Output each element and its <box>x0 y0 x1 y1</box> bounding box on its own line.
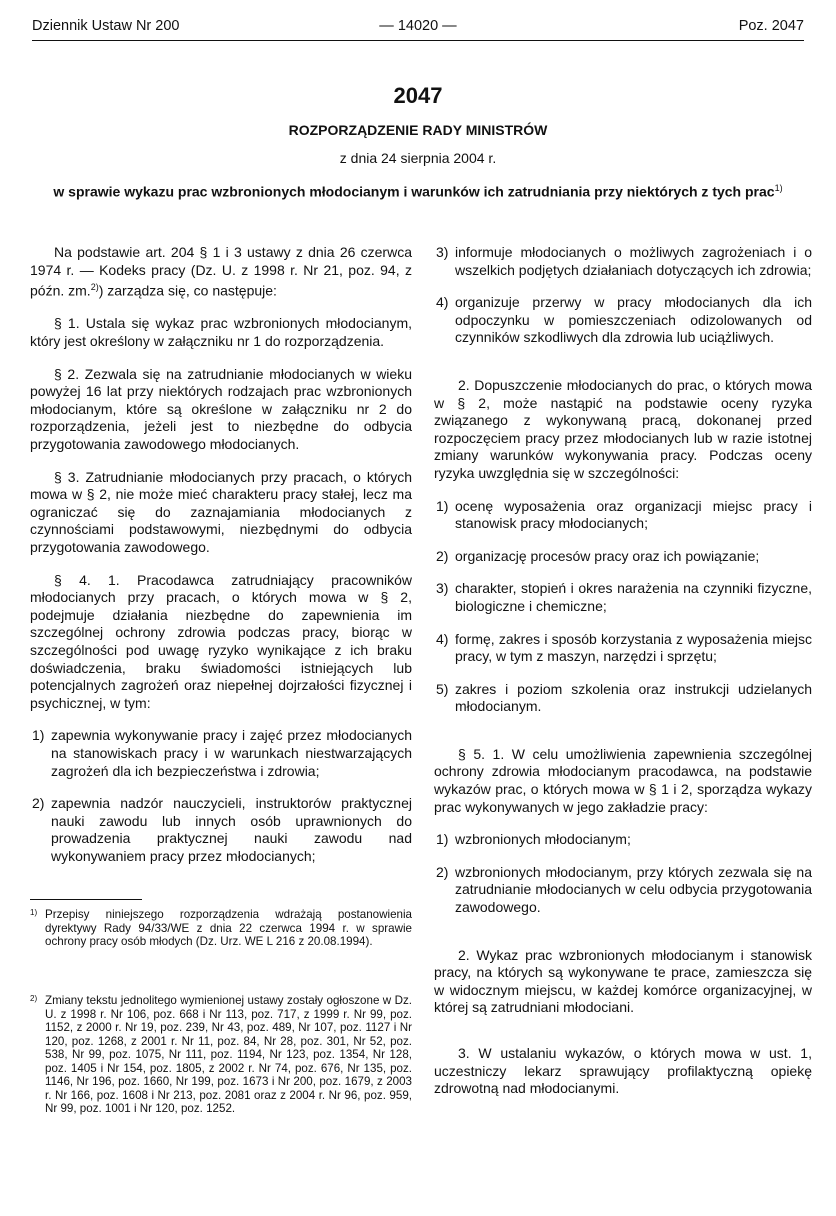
section-5-paragraph-2: 2. Wykaz prac wzbronionych młodocianym i stanowisk pracy, na których są wykonywane te prace, zamieszcza się w widocznym miejscu, w każdej komórce organizacyjnej, w której są zatrudniani młodociani. <box>434 946 812 1016</box>
act-number: 2047 <box>393 83 443 108</box>
list-item-text: informuje młodocianych o możliwych zagrożeniach i o wszelkich podjętych działaniach dotyczących ich zdrowia; <box>455 244 812 278</box>
act-subject <box>40 178 796 202</box>
section-4: § 4. 1. Pracodawca zatrudniający pracowników młodocianych przy pracach, o których mowa w § 2, podejmuje działania niezbędne do zapewnienia im szczególnej ochrony zdrowia podczas pracy, biorąc w szczególności pod uwagę ryzyko wynikające z ich braku doświadczenia, braku świadomości istniejących lub potencjalnych zagrożeń oraz niepełnej dojrzałości fizycznej i psychicznej, w tym: <box>30 571 412 711</box>
footnote-ref-1: 1) <box>774 183 783 193</box>
list-item-number: 2) <box>436 863 449 880</box>
footnote-ref-2: 2) <box>90 282 99 293</box>
list-item-number: 2) <box>32 795 45 812</box>
footnote-divider <box>30 899 142 900</box>
list-item-text: ocenę wyposażenia oraz organizacji miejsc pracy i stanowisk pracy młodocianych; <box>455 497 812 532</box>
footnote-text: Przepisy niniejszego rozporządzenia wdrażają postanowienia dyrektywy Rady 94/33/WE z dnia 22 czerwca 1994 r. w sprawie ochrony pracy osób młodych (Dz. Urz. WE L 216 z 20.08.1994). <box>45 908 412 948</box>
list-item-number: 3) <box>436 244 449 260</box>
intro-text: Na podstawie art. 204 § 1 i 3 ustawy z dnia 26 czerwca 1974 r. — Kodeks pracy (Dz. U. z 1998 r. Nr 21, poz. 94, z późn. zm. <box>30 244 412 299</box>
list-item <box>434 631 812 666</box>
list-item-text: zakres i poziom szkolenia oraz instrukcji udzielanych młodocianym. <box>455 680 812 715</box>
list-item-number: 3) <box>436 580 449 597</box>
list-item-number: 4) <box>436 294 449 311</box>
section-1: § 1. Ustala się wykaz prac wzbronionych młodocianym, który jest określony w załączniku nr 1 do rozporządzenia. <box>30 315 412 350</box>
act-date: z dnia 24 sierpnia 2004 r. <box>339 150 497 166</box>
list-item <box>434 681 812 716</box>
list-item <box>434 294 812 347</box>
list-item <box>434 580 812 615</box>
section-3: § 3. Zatrudnianie młodocianych przy pracach, o których mowa w § 2, nie może mieć charakteru pracy stałej, lecz ma ograniczać się do zaznajamiania młodocianych z czynnościami podstawowymi, niezbędnymi do odbycia przygotowania zawodowego. <box>30 468 412 555</box>
position-number: Poz. 2047 <box>738 18 804 34</box>
right-column <box>434 244 812 1113</box>
list-item-text: charakter, stopień i okres narażenia na czynniki fizyczne, biologiczne i chemiczne; <box>455 580 812 614</box>
list-item-number: 1) <box>32 727 45 744</box>
footnote-mark: 2) <box>30 994 38 1003</box>
footnote-mark: 1) <box>30 908 38 917</box>
journal-name: Dziennik Ustaw Nr 200 <box>32 18 180 34</box>
section-2: § 2. Zezwala się na zatrudnianie młodocianych w wieku powyżej 16 lat przy niektórych rodzajach prac wzbronionych młodocianym, które są określone w załączniku nr 2 do rozporządzenia, jeżeli jest to niezbędne do odbycia przygotowania zawodowego młodocianych. <box>30 365 412 452</box>
list-item <box>434 864 812 917</box>
footnote <box>30 994 412 1116</box>
intro-text-end: ) zarządza się, co następuje: <box>98 282 277 299</box>
list-item-text: organizuje przerwy w pracy młodocianych dla ich odpoczynku w pomieszczeniach odizolowanych od czynników szkodliwych dla zdrowia lub uciążliwych. <box>455 294 812 346</box>
list-item-number: 2) <box>436 547 449 564</box>
list-item <box>434 244 812 279</box>
intro-paragraph <box>30 244 412 300</box>
list-item <box>434 498 812 533</box>
section-5-paragraph-3: 3. W ustalaniu wykazów, o których mowa w ust. 1, uczestniczy lekarz sprawujący profilaktyczną opiekę zdrowotną nad młodocianymi. <box>434 1045 812 1097</box>
list-item-number: 5) <box>436 680 449 697</box>
page-number: — 14020 — <box>379 18 457 34</box>
list-item-number: 1) <box>436 831 449 848</box>
page-header <box>32 16 804 41</box>
list-item <box>434 831 812 849</box>
act-subject-text: w sprawie wykazu prac wzbronionych młodocianym i warunków ich zatrudniania przy niektórych z tych prac <box>53 183 775 200</box>
list-item-text: formę, zakres i sposób korzystania z wyposażenia miejsc pracy, w tym z maszyn, narzędzi i sprzętu; <box>455 630 812 665</box>
list-item-text: wzbronionych młodocianym, przy których zezwala się na zatrudnianie młodocianych w celu odbycia przygotowania zawodowego. <box>455 863 812 916</box>
list-item <box>434 548 812 566</box>
act-title: ROZPORZĄDZENIE RADY MINISTRÓW <box>288 122 548 138</box>
list-item-number: 1) <box>436 497 449 514</box>
footnote-text: Zmiany tekstu jednolitego wymienionej ustawy zostały ogłoszone w Dz. U. z 1998 r. Nr 106, poz. 668 i Nr 113, poz. 717, z 1999 r. Nr 99, poz. 1152, z 2000 r. Nr 19, poz. 239, Nr 43, poz. 489, Nr 107, poz. 1127 i Nr 120, poz. 1268, z 2001 r. Nr 11, poz. 84, Nr 28, poz. 301, Nr 52, poz. 538, Nr 99, poz. 1075, Nr 111, poz. 1194, Nr 123, poz. 1354, Nr 128, poz. 1405 i Nr 154, poz. 1805, z 2002 r. Nr 74, poz. 676, Nr 135, poz. 1146, Nr 196, poz. 1660, Nr 199, poz. 1673 i Nr 200, poz. 1679, z 2003 r. Nr 166, poz. 1608 i Nr 213, poz. 2081 oraz z 2004 r. Nr 96, poz. 959, Nr 99, poz. 1001 i Nr 120, poz. 1252. <box>45 994 412 1115</box>
list-item <box>30 727 412 780</box>
left-column <box>30 244 412 880</box>
list-item-text: zapewnia nadzór nauczycieli, instruktorów praktycznej nauki zawodu lub innych osób uprawnionych do prowadzenia praktycznej nauki zawodu nad wykonywaniem pracy przez młodocianych; <box>51 795 412 864</box>
list-item <box>30 795 412 865</box>
list-item-text: organizację procesów pracy oraz ich powiązanie; <box>455 547 760 564</box>
list-item-number: 4) <box>436 630 449 647</box>
section-4-paragraph-2: 2. Dopuszczenie młodocianych do prac, o których mowa w § 2, może nastąpić na podstawie oceny ryzyka związanego z wykonywaną pracą, dokonanej przed rozpoczęciem pracy przez młodocianych lub w razie istotnej zmiany warunków wykonywania pracy. Podczas oceny ryzyka uwzględnia się w szczególności: <box>434 376 812 481</box>
list-item-text: wzbronionych młodocianym; <box>455 831 631 848</box>
list-item-text: zapewnia wykonywanie pracy i zajęć przez młodocianych na stanowiskach pracy i w warunkach niestwarzających zagrożeń dla ich bezpieczeństwa i zdrowia; <box>51 727 412 779</box>
footnote <box>30 908 412 949</box>
section-5: § 5. 1. W celu umożliwienia zapewnienia szczególnej ochrony zdrowia młodocianym pracodawca, na podstawie wykazów prac, o których mowa w § 1 i 2, sporządza wykazy prac wykonywanych w jego zakładzie pracy: <box>434 745 812 815</box>
